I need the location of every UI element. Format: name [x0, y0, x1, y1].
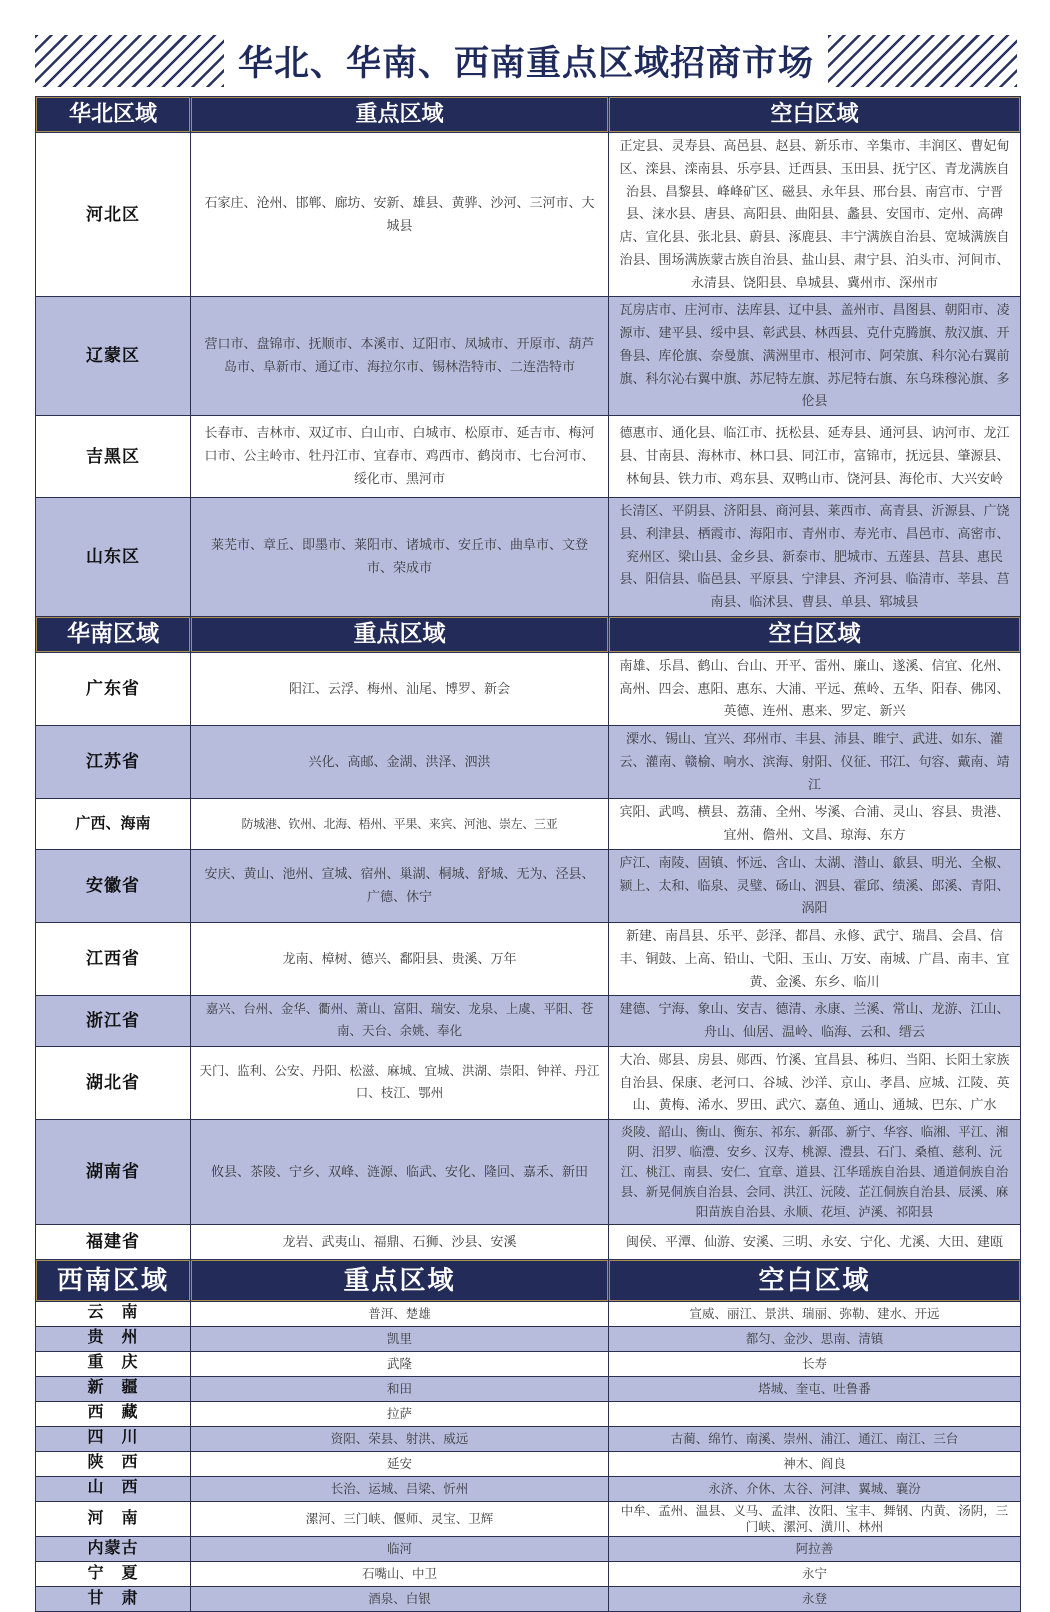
blank-areas: 长寿: [609, 1351, 1021, 1376]
blank-areas-header: 空白区域: [609, 616, 1021, 652]
section-header-south-china: [36, 616, 1021, 652]
table-row: [36, 849, 1021, 922]
table-row: [36, 1451, 1021, 1476]
blank-areas: 永宁: [609, 1562, 1021, 1587]
key-areas: 普洱、楚雄: [191, 1301, 609, 1326]
table-row: [36, 1120, 1021, 1225]
blank-areas: [609, 1401, 1021, 1426]
key-areas: 安庆、黄山、池州、宣城、宿州、巢湖、桐城、舒城、无为、泾县、广德、休宁: [191, 849, 609, 922]
region-name: 江苏省: [36, 726, 191, 799]
key-areas: 兴化、高邮、金湖、洪泽、泗洪: [191, 726, 609, 799]
hatch-stripes-right: [828, 35, 1017, 87]
blank-areas: 正定县、灵寿县、高邑县、赵县、新乐市、辛集市、丰润区、曹妃甸区、滦县、滦南县、乐亭县、迁西县、玉田县、抚宁区、青龙满族自治县、昌黎县、峰峰矿区、磁县、永年县、邢台县、南宫市、宁晋县、涞水县、唐县、高阳县、曲阳县、蠡县、安国市、定州、高碑店、宣化县、张北县、蔚县、涿鹿县、丰宁满族自治县、宽城满族自治县、围场满族蒙古族自治县、盐山县、肃宁县、泊头市、河间市、永清县、饶阳县、阜城县、冀州市、深州市: [609, 133, 1021, 297]
table-row: [36, 1426, 1021, 1451]
key-areas: 长治、运城、吕梁、忻州: [191, 1476, 609, 1501]
table-row: [36, 1562, 1021, 1587]
table-row: [36, 133, 1021, 297]
key-areas: 拉萨: [191, 1401, 609, 1426]
region-market-table: [35, 96, 1021, 1612]
key-areas: 延安: [191, 1451, 609, 1476]
key-areas: 营口市、盘锦市、抚顺市、本溪市、辽阳市、凤城市、开原市、葫芦岛市、阜新市、通辽市、海拉尔市、锡林浩特市、二连浩特市: [191, 297, 609, 416]
table-row: [36, 726, 1021, 799]
blank-areas: 南雄、乐昌、鹤山、台山、开平、雷州、廉山、遂溪、信宜、化州、高州、四会、惠阳、惠东、大浦、平远、蕉岭、五华、阳春、佛冈、英德、连州、惠来、罗定、新兴: [609, 652, 1021, 725]
blank-areas: 古蔺、绵竹、南溪、崇州、浦江、通江、南江、三台: [609, 1426, 1021, 1451]
section-header-southwest: [36, 1259, 1021, 1301]
region-name: 安徽省: [36, 849, 191, 922]
table-row: [36, 1326, 1021, 1351]
blank-areas: 都匀、金沙、思南、清镇: [609, 1326, 1021, 1351]
region-name: 甘 肃: [36, 1587, 191, 1612]
blank-areas: 瓦房店市、庄河市、法库县、辽中县、盖州市、昌图县、朝阳市、凌源市、建平县、绥中县、彰武县、林西县、克什克腾旗、敖汉旗、开鲁县、库伦旗、奈曼旗、满洲里市、根河市、阿荣旗、科尔沁右翼前旗、科尔沁右翼中旗、苏尼特左旗、苏尼特右旗、东乌珠穆沁旗、多伦县: [609, 297, 1021, 416]
blank-areas: 中牟、孟州、温县、义马、孟津、汝阳、宝丰、舞钢、内黄、汤阴，三门峡、漯河、潢川、林州: [609, 1501, 1021, 1537]
key-areas: 阳江、云浮、梅州、汕尾、博罗、新会: [191, 652, 609, 725]
blank-areas: 永济、介休、太谷、河津、翼城、襄汾: [609, 1476, 1021, 1501]
key-areas-header: 重点区域: [191, 97, 609, 133]
key-areas: 和田: [191, 1376, 609, 1401]
region-name: 山东区: [36, 498, 191, 617]
key-areas: 石嘴山、中卫: [191, 1562, 609, 1587]
key-areas: 酒泉、白银: [191, 1587, 609, 1612]
blank-areas: 宾阳、武鸣、横县、荔蒲、全州、岑溪、合浦、灵山、容县、贵港、宜州、儋州、文昌、琼海、东方: [609, 799, 1021, 850]
blank-areas: 永登: [609, 1587, 1021, 1612]
region-name: 云 南: [36, 1301, 191, 1326]
blank-areas: 庐江、南陵、固镇、怀远、含山、太湖、潜山、歙县、明光、全椒、颍上、太和、临泉、灵璧、砀山、泗县、霍邱、绩溪、郎溪、青阳、涡阳: [609, 849, 1021, 922]
table-row: [36, 996, 1021, 1047]
table-row: [36, 416, 1021, 498]
region-group-label: 华北区域: [36, 97, 191, 133]
key-areas: 长春市、吉林市、双辽市、白山市、白城市、松原市、延吉市、梅河口市、公主岭市、牡丹江市、宜春市、鸡西市、鹤岗市、七台河市、绥化市、黑河市: [191, 416, 609, 498]
region-name: 河北区: [36, 133, 191, 297]
key-areas: 攸县、茶陵、宁乡、双峰、涟源、临武、安化、隆回、嘉禾、新田: [191, 1120, 609, 1225]
blank-areas: 大冶、郧县、房县、郧西、竹溪、宜昌县、秭归、当阳、长阳土家族自治县、保康、老河口、谷城、沙洋、京山、孝昌、应城、江陵、英山、黄梅、浠水、罗田、武穴、嘉鱼、通山、通城、巴东、广水: [609, 1046, 1021, 1119]
region-name: 山 西: [36, 1476, 191, 1501]
key-areas-header: 重点区域: [191, 616, 609, 652]
key-areas: 龙南、樟树、德兴、鄱阳县、贵溪、万年: [191, 923, 609, 996]
table-row: [36, 1225, 1021, 1260]
blank-areas: 新建、南昌县、乐平、彭泽、都昌、永修、武宁、瑞昌、会昌、信丰、铜鼓、上高、铅山、弋阳、玉山、万安、南城、广昌、南丰、宜黄、金溪、东乡、临川: [609, 923, 1021, 996]
blank-areas: 闽侯、平潭、仙游、安溪、三明、永安、宁化、尤溪、大田、建瓯: [609, 1225, 1021, 1260]
table-row: [36, 297, 1021, 416]
hatch-stripes-left: [35, 35, 224, 87]
table-row: [36, 1401, 1021, 1426]
table-row: [36, 1537, 1021, 1562]
table-row: [36, 1376, 1021, 1401]
region-name: 湖北省: [36, 1046, 191, 1119]
region-name: 四 川: [36, 1426, 191, 1451]
blank-areas: 德惠市、通化县、临江市、抚松县、延寿县、通河县、讷河市、龙江县、甘南县、海林市、林口县、同江市，富锦市，抚远县、肇源县、林甸县、铁力市、鸡东县、双鸭山市、饶河县、海伦市、大兴安岭: [609, 416, 1021, 498]
key-areas: 临河: [191, 1537, 609, 1562]
region-name: 陕 西: [36, 1451, 191, 1476]
table-row: [36, 1351, 1021, 1376]
region-name: 贵 州: [36, 1326, 191, 1351]
blank-areas-header: 空白区域: [609, 1259, 1021, 1301]
table-row: [36, 923, 1021, 996]
blank-areas: 神木、阎良: [609, 1451, 1021, 1476]
region-name: 宁 夏: [36, 1562, 191, 1587]
region-name: 河 南: [36, 1501, 191, 1537]
key-areas: 嘉兴、台州、金华、衢州、萧山、富阳、瑞安、龙泉、上虞、平阳、苍南、天台、余姚、奉化: [191, 996, 609, 1047]
title-bar: [35, 33, 1017, 89]
region-name: 内蒙古: [36, 1537, 191, 1562]
blank-areas: 长清区、平阴县、济阳县、商河县、莱西市、高青县、沂源县、广饶县、利津县、栖霞市、海阳市、青州市、寿光市、昌邑市、高密市、兖州区、梁山县、金乡县、新泰市、肥城市、五莲县、莒县、惠民县、阳信县、临邑县、平原县、宁津县、齐河县、临清市、莘县、莒南县、临沭县、曹县、单县、郓城县: [609, 498, 1021, 617]
key-areas: 天门、监利、公安、丹阳、松滋、麻城、宜城、洪湖、崇阳、钟祥、丹江口、枝江、鄂州: [191, 1046, 609, 1119]
region-name: 辽蒙区: [36, 297, 191, 416]
region-name: 广西、海南: [36, 799, 191, 850]
region-name: 广东省: [36, 652, 191, 725]
region-name: 吉黑区: [36, 416, 191, 498]
table-row: [36, 1587, 1021, 1612]
key-areas: 石家庄、沧州、邯郸、廊坊、安新、雄县、黄骅、沙河、三河市、大城县: [191, 133, 609, 297]
key-areas: 莱芜市、章丘、即墨市、莱阳市、诸城市、安丘市、曲阜市、文登市、荣成市: [191, 498, 609, 617]
blank-areas: 溧水、锡山、宜兴、邳州市、丰县、沛县、睢宁、武进、如东、灌云、灌南、赣榆、响水、滨海、射阳、仪征、邗江、句容、戴南、靖江: [609, 726, 1021, 799]
region-name: 西 藏: [36, 1401, 191, 1426]
region-group-label: 西南区域: [36, 1259, 191, 1301]
key-areas: 防城港、钦州、北海、梧州、平果、来宾、河池、崇左、三亚: [191, 799, 609, 850]
region-name: 新 疆: [36, 1376, 191, 1401]
key-areas: 龙岩、武夷山、福鼎、石狮、沙县、安溪: [191, 1225, 609, 1260]
key-areas-header: 重点区域: [191, 1259, 609, 1301]
page-title: 华北、华南、西南重点区域招商市场: [238, 44, 815, 83]
region-name: 福建省: [36, 1225, 191, 1260]
region-name: 重 庆: [36, 1351, 191, 1376]
blank-areas: 阿拉善: [609, 1537, 1021, 1562]
blank-areas: 宣威、丽江、景洪、瑞丽、弥勒、建水、开远: [609, 1301, 1021, 1326]
blank-areas-header: 空白区域: [609, 97, 1021, 133]
region-name: 浙江省: [36, 996, 191, 1047]
table-row: [36, 799, 1021, 850]
table-row: [36, 1046, 1021, 1119]
table-row: [36, 1501, 1021, 1537]
region-name: 湖南省: [36, 1120, 191, 1225]
section-header-north-china: [36, 97, 1021, 133]
key-areas: 武隆: [191, 1351, 609, 1376]
key-areas: 凯里: [191, 1326, 609, 1351]
table-row: [36, 652, 1021, 725]
table-row: [36, 1301, 1021, 1326]
region-name: 江西省: [36, 923, 191, 996]
table-row: [36, 498, 1021, 617]
table-row: [36, 1476, 1021, 1501]
key-areas: 漯河、三门峡、偃师、灵宝、卫辉: [191, 1501, 609, 1537]
key-areas: 资阳、荣县、射洪、威远: [191, 1426, 609, 1451]
blank-areas: 炎陵、韶山、衡山、衡东、祁东、新邵、新宁、华容、临湘、平江、湘阴、汨罗、临澧、安乡、汉寿、桃源、澧县、石门、桑植、慈利、沅江、桃江、南县、安仁、宜章、道县、江华瑶族自治县、通道侗族自治县、新晃侗族自治县、会同、洪江、沅陵、芷江侗族自治县、辰溪、麻阳苗族自治县、永顺、花垣、泸溪、祁阳县: [609, 1120, 1021, 1225]
blank-areas: 塔城、奎屯、吐鲁番: [609, 1376, 1021, 1401]
region-group-label: 华南区域: [36, 616, 191, 652]
blank-areas: 建德、宁海、象山、安吉、德清、永康、兰溪、常山、龙游、江山、舟山、仙居、温岭、临海、云和、缙云: [609, 996, 1021, 1047]
